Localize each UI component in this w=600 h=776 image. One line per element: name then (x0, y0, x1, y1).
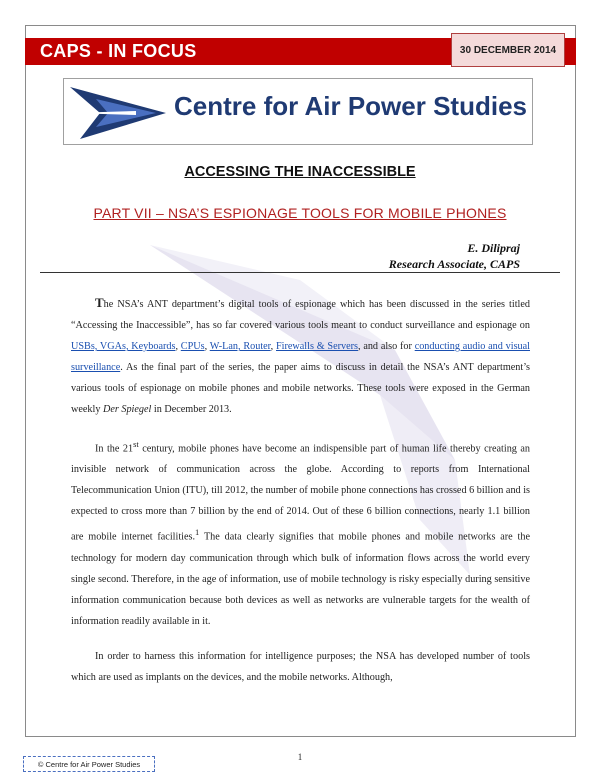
author-block (389, 240, 520, 272)
link-wlan-router[interactable]: W-Lan, Router (209, 341, 271, 352)
caps-logo (63, 78, 533, 145)
link-usbs-vgas-keyboards[interactable]: USBs, VGAs, Keyboards (71, 341, 176, 352)
drop-cap: T (95, 295, 104, 310)
footer-copyright: © Centre for Air Power Studies (23, 756, 155, 772)
author-name: E. Dilipraj (467, 241, 520, 255)
article-subtitle: PART VII – NSA’S ESPIONAGE TOOLS FOR MOBILE PHONES (93, 205, 507, 221)
header-divider (40, 272, 560, 273)
link-firewalls-servers[interactable]: Firewalls & Servers (276, 341, 358, 352)
paragraph-1: The NSA’s ANT department’s digital tools of espionage which has been discussed in the series titled “Accessing the Inaccessible”, has so far covered various tools meant to conduct surveillance and espionage on USBs, VGAs, Keyboards, CPUs, W-Lan, Router, Firewalls & Servers, and also for conducting audio and visual surveillance. As the final part of the series, the paper aims to discuss in detail the NSA’s ANT department’s various tools of espionage on mobile phones and mobile networks. These tools were exposed in the German weekly Der Spiegel in December 2013. (71, 295, 530, 415)
link-cpus[interactable]: CPUs (180, 341, 205, 352)
author-role: Research Associate, CAPS (388, 257, 520, 271)
article-body (71, 292, 530, 702)
paragraph-2: In the 21st century, mobile phones have become an indispensible part of human life thereby creating an invisible network of communication across the globe. According to reports from International Telecommunication Union (ITU), till 2012, the number of mobile phone connections has crossed 6 billion and is expected to cross more than 7 billion by the end of 2014. Out of these 6 billion connections, nearly 1.1 billion are mobile internet facilities.$^1$ The data clearly signifies that mobile phones and mobile networks are the technology for modern day communication through which bulk of information flows across the world every single second. Therefore, in the age of information, use of mobile technology is risky especially during sensitive information communication because both devices as well as networks are vulnerable targets for the wealth of information readily available in it. (71, 439, 531, 627)
header-title: CAPS - IN FOCUS (40, 41, 197, 61)
date-badge: 30 DECEMBER 2014 (451, 33, 565, 67)
footnote-ref-1[interactable]: 1 (195, 527, 200, 538)
jet-icon (66, 79, 176, 144)
article-title: ACCESSING THE INACCESSIBLE (184, 164, 416, 180)
paragraph-3: In order to harness this information for intelligence purposes; the NSA has developed number of tools which are used as implants on the devices, and the mobile networks. Although, (71, 650, 530, 683)
logo-text: Centre for Air Power Studies (174, 91, 527, 121)
page-number: 1 (297, 752, 303, 762)
link-audio-visual-surveillance[interactable]: conducting audio and visual surveillance (71, 341, 530, 373)
